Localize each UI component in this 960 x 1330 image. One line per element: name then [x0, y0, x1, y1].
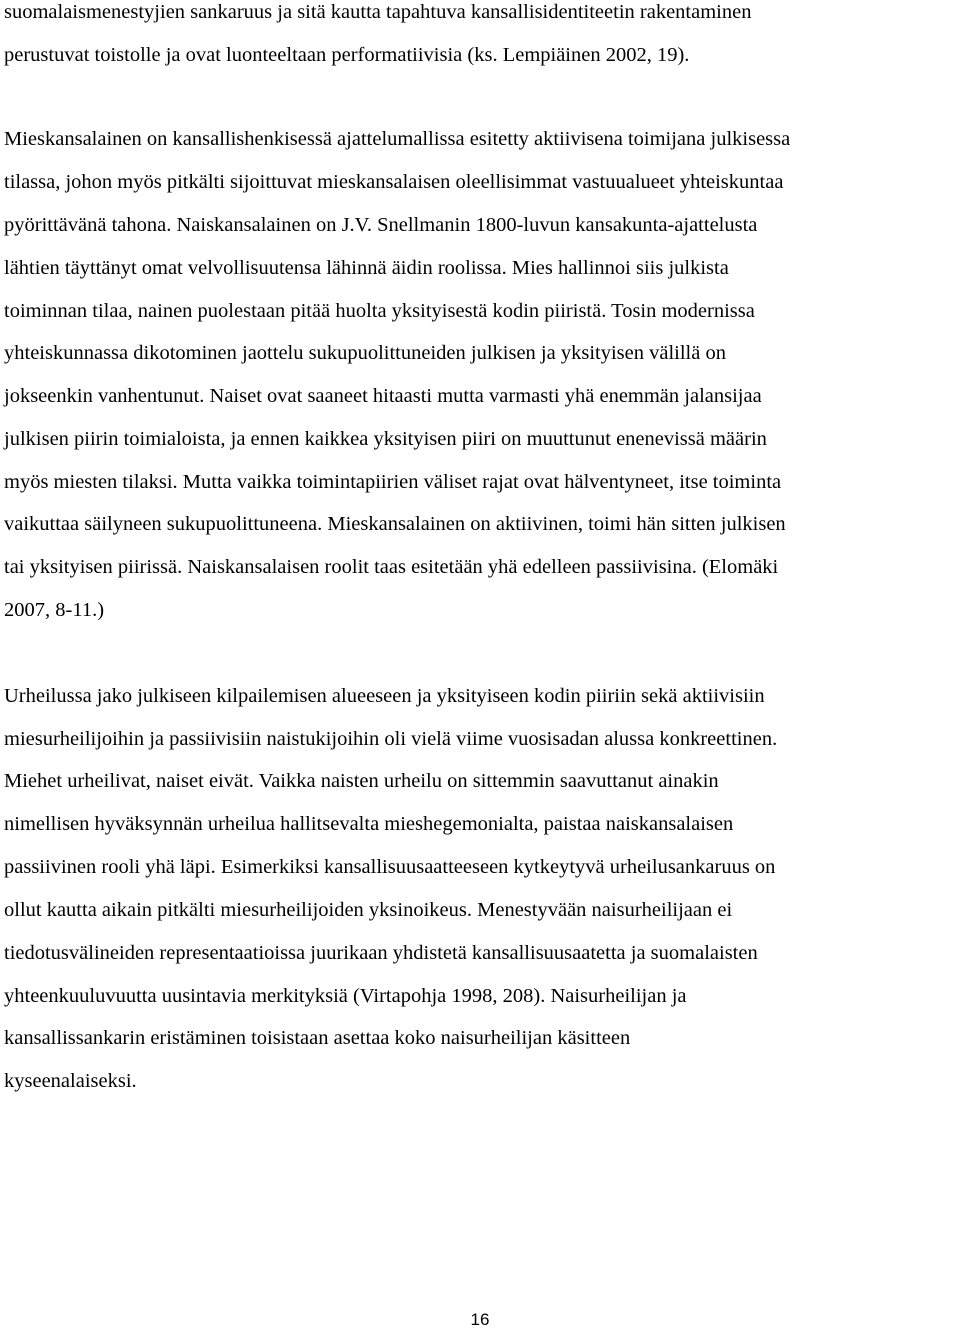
- text-line: tiedotusvälineiden representaatioissa juurikaan yhdistetä kansallisuusaatetta ja suomalaisten: [4, 942, 758, 964]
- text-line: ollut kautta aikain pitkälti miesurheilijoiden yksinoikeus. Menestyvään naisurheilijaan ei: [4, 899, 733, 921]
- text-line: nimellisen hyväksynnän urheilua hallitsevalta mieshegemonialta, paistaa naiskansalaisen: [4, 813, 734, 835]
- text-line: tilassa, johon myös pitkälti sijoittuvat mieskansalaisen oleellisimmat vastuualueet yhteiskuntaa: [4, 171, 784, 193]
- text-line: 2007, 8-11.): [4, 599, 105, 621]
- text-line: Miehet urheilivat, naiset eivät. Vaikka naisten urheilu on sittemmin saavuttanut ainakin: [4, 770, 719, 792]
- text-line: suomalaismenestyjien sankaruus ja sitä kautta tapahtuva kansallisidentiteetin rakentaminen: [4, 1, 752, 23]
- text-line: kyseenalaiseksi.: [4, 1070, 137, 1092]
- text-line: perustuvat toistolle ja ovat luonteeltaan performatiivisia (ks. Lempiäinen 2002, 19).: [4, 44, 690, 66]
- text-line: yhteiskunnassa dikotominen jaottelu sukupuolittuneiden julkisen ja yksityisen välillä on: [4, 342, 726, 364]
- text-line: jokseenkin vanhentunut. Naiset ovat saaneet hitaasti mutta varmasti yhä enemmän jalansijaa: [4, 385, 762, 407]
- text-line: lähtien täyttänyt omat velvollisuutensa lähinnä äidin roolissa. Mies hallinnoi siis julkista: [4, 257, 729, 279]
- text-line: vaikuttaa säilyneen sukupuolittuneena. Mieskansalainen on aktiivinen, toimi hän sitten julkisen: [4, 513, 786, 535]
- text-line: pyörittävänä tahona. Naiskansalainen on J.V. Snellmanin 1800-luvun kansakunta-ajattelusta: [4, 214, 758, 236]
- page-number: 16: [470, 1310, 490, 1329]
- text-line: Mieskansalainen on kansallishenkisessä ajattelumallissa esitetty aktiivisena toimijana julkisessa: [4, 128, 791, 150]
- text-line: passiivinen rooli yhä läpi. Esimerkiksi kansallisuusaatteeseen kytkeytyvä urheilusankaruus on: [4, 856, 776, 878]
- text-line: julkisen piirin toimialoista, ja ennen kaikkea yksityisen piiri on muuttunut enenevissä määrin: [4, 428, 767, 450]
- text-line: tai yksityisen piirissä. Naiskansalaisen roolit taas esitetään yhä edelleen passiivisina. (Elomäki: [4, 556, 779, 578]
- text-line: Urheilussa jako julkiseen kilpailemisen alueeseen ja yksityiseen kodin piiriin sekä aktiivisiin: [4, 685, 765, 707]
- text-line: yhteenkuuluvuutta uusintavia merkityksiä (Virtapohja 1998, 208). Naisurheilijan ja: [4, 985, 687, 1007]
- text-line: miesurheilijoihin ja passiivisiin naistukijoihin oli vielä viime vuosisadan alussa konkreettinen.: [4, 728, 778, 750]
- text-line: myös miesten tilaksi. Mutta vaikka toimintapiirien väliset rajat ovat hälventyneet, itse toiminta: [4, 471, 782, 493]
- text-line: kansallissankarin eristäminen toisistaan asettaa koko naisurheilijan käsitteen: [4, 1027, 631, 1049]
- text-line: toiminnan tilaa, nainen puolestaan pitää huolta yksityisestä kodin piiristä. Tosin modernissa: [4, 300, 755, 322]
